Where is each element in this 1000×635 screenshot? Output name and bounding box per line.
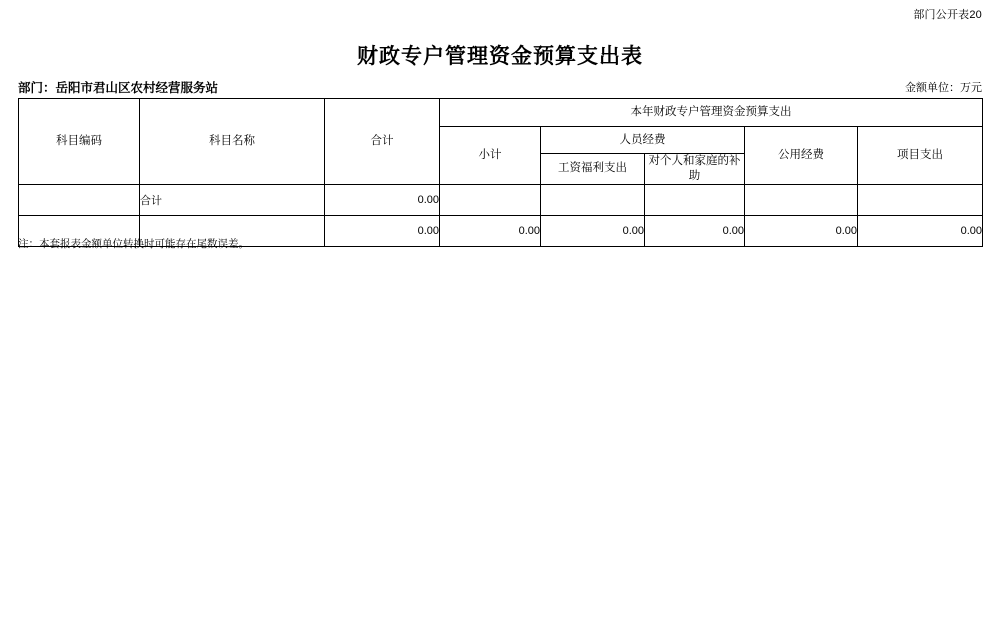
department-line <box>18 78 218 96</box>
cell-total: 0.00 <box>325 184 440 215</box>
cell-project-expenditure <box>858 184 983 215</box>
page-title: 财政专户管理资金预算支出表 <box>357 45 643 68</box>
header-total: 合计 <box>325 99 440 185</box>
table-note: 注：本套报表金额单位转换时可能存在尾数误差。 <box>18 238 249 250</box>
meta-row <box>18 78 982 94</box>
cell-project-expenditure: 0.00 <box>858 215 983 246</box>
cell-total: 0.00 <box>325 215 440 246</box>
cell-code <box>19 184 140 215</box>
cell-subtotal: 0.00 <box>440 215 541 246</box>
department-name: 岳阳市君山区农村经营服务站 <box>55 81 219 95</box>
header-project-expenditure: 项目支出 <box>858 127 983 185</box>
cell-public-funds <box>745 184 858 215</box>
form-tag: 部门公开表20 <box>913 9 982 21</box>
header-code: 科目编码 <box>19 99 140 185</box>
header-personnel: 人员经费 <box>541 127 745 154</box>
header-subtotal: 小计 <box>440 127 541 185</box>
cell-subsidy-individual-family <box>645 184 745 215</box>
amount-unit: 金额单位：万元 <box>905 82 982 94</box>
header-group-current-year: 本年财政专户管理资金预算支出 <box>440 99 983 127</box>
cell-subtotal <box>440 184 541 215</box>
cell-subsidy-individual-family: 0.00 <box>645 215 745 246</box>
header-name: 科目名称 <box>140 99 325 185</box>
budget-table <box>18 98 983 247</box>
cell-public-funds: 0.00 <box>745 215 858 246</box>
header-subsidy-individual-family: 对个人和家庭的补助 <box>645 154 745 185</box>
cell-name: 合计 <box>140 184 325 215</box>
cell-salary-welfare: 0.00 <box>541 215 645 246</box>
cell-salary-welfare <box>541 184 645 215</box>
header-salary-welfare: 工资福利支出 <box>541 154 645 185</box>
table-row <box>19 184 983 215</box>
department-label: 部门： <box>18 81 56 95</box>
header-public-funds: 公用经费 <box>745 127 858 185</box>
